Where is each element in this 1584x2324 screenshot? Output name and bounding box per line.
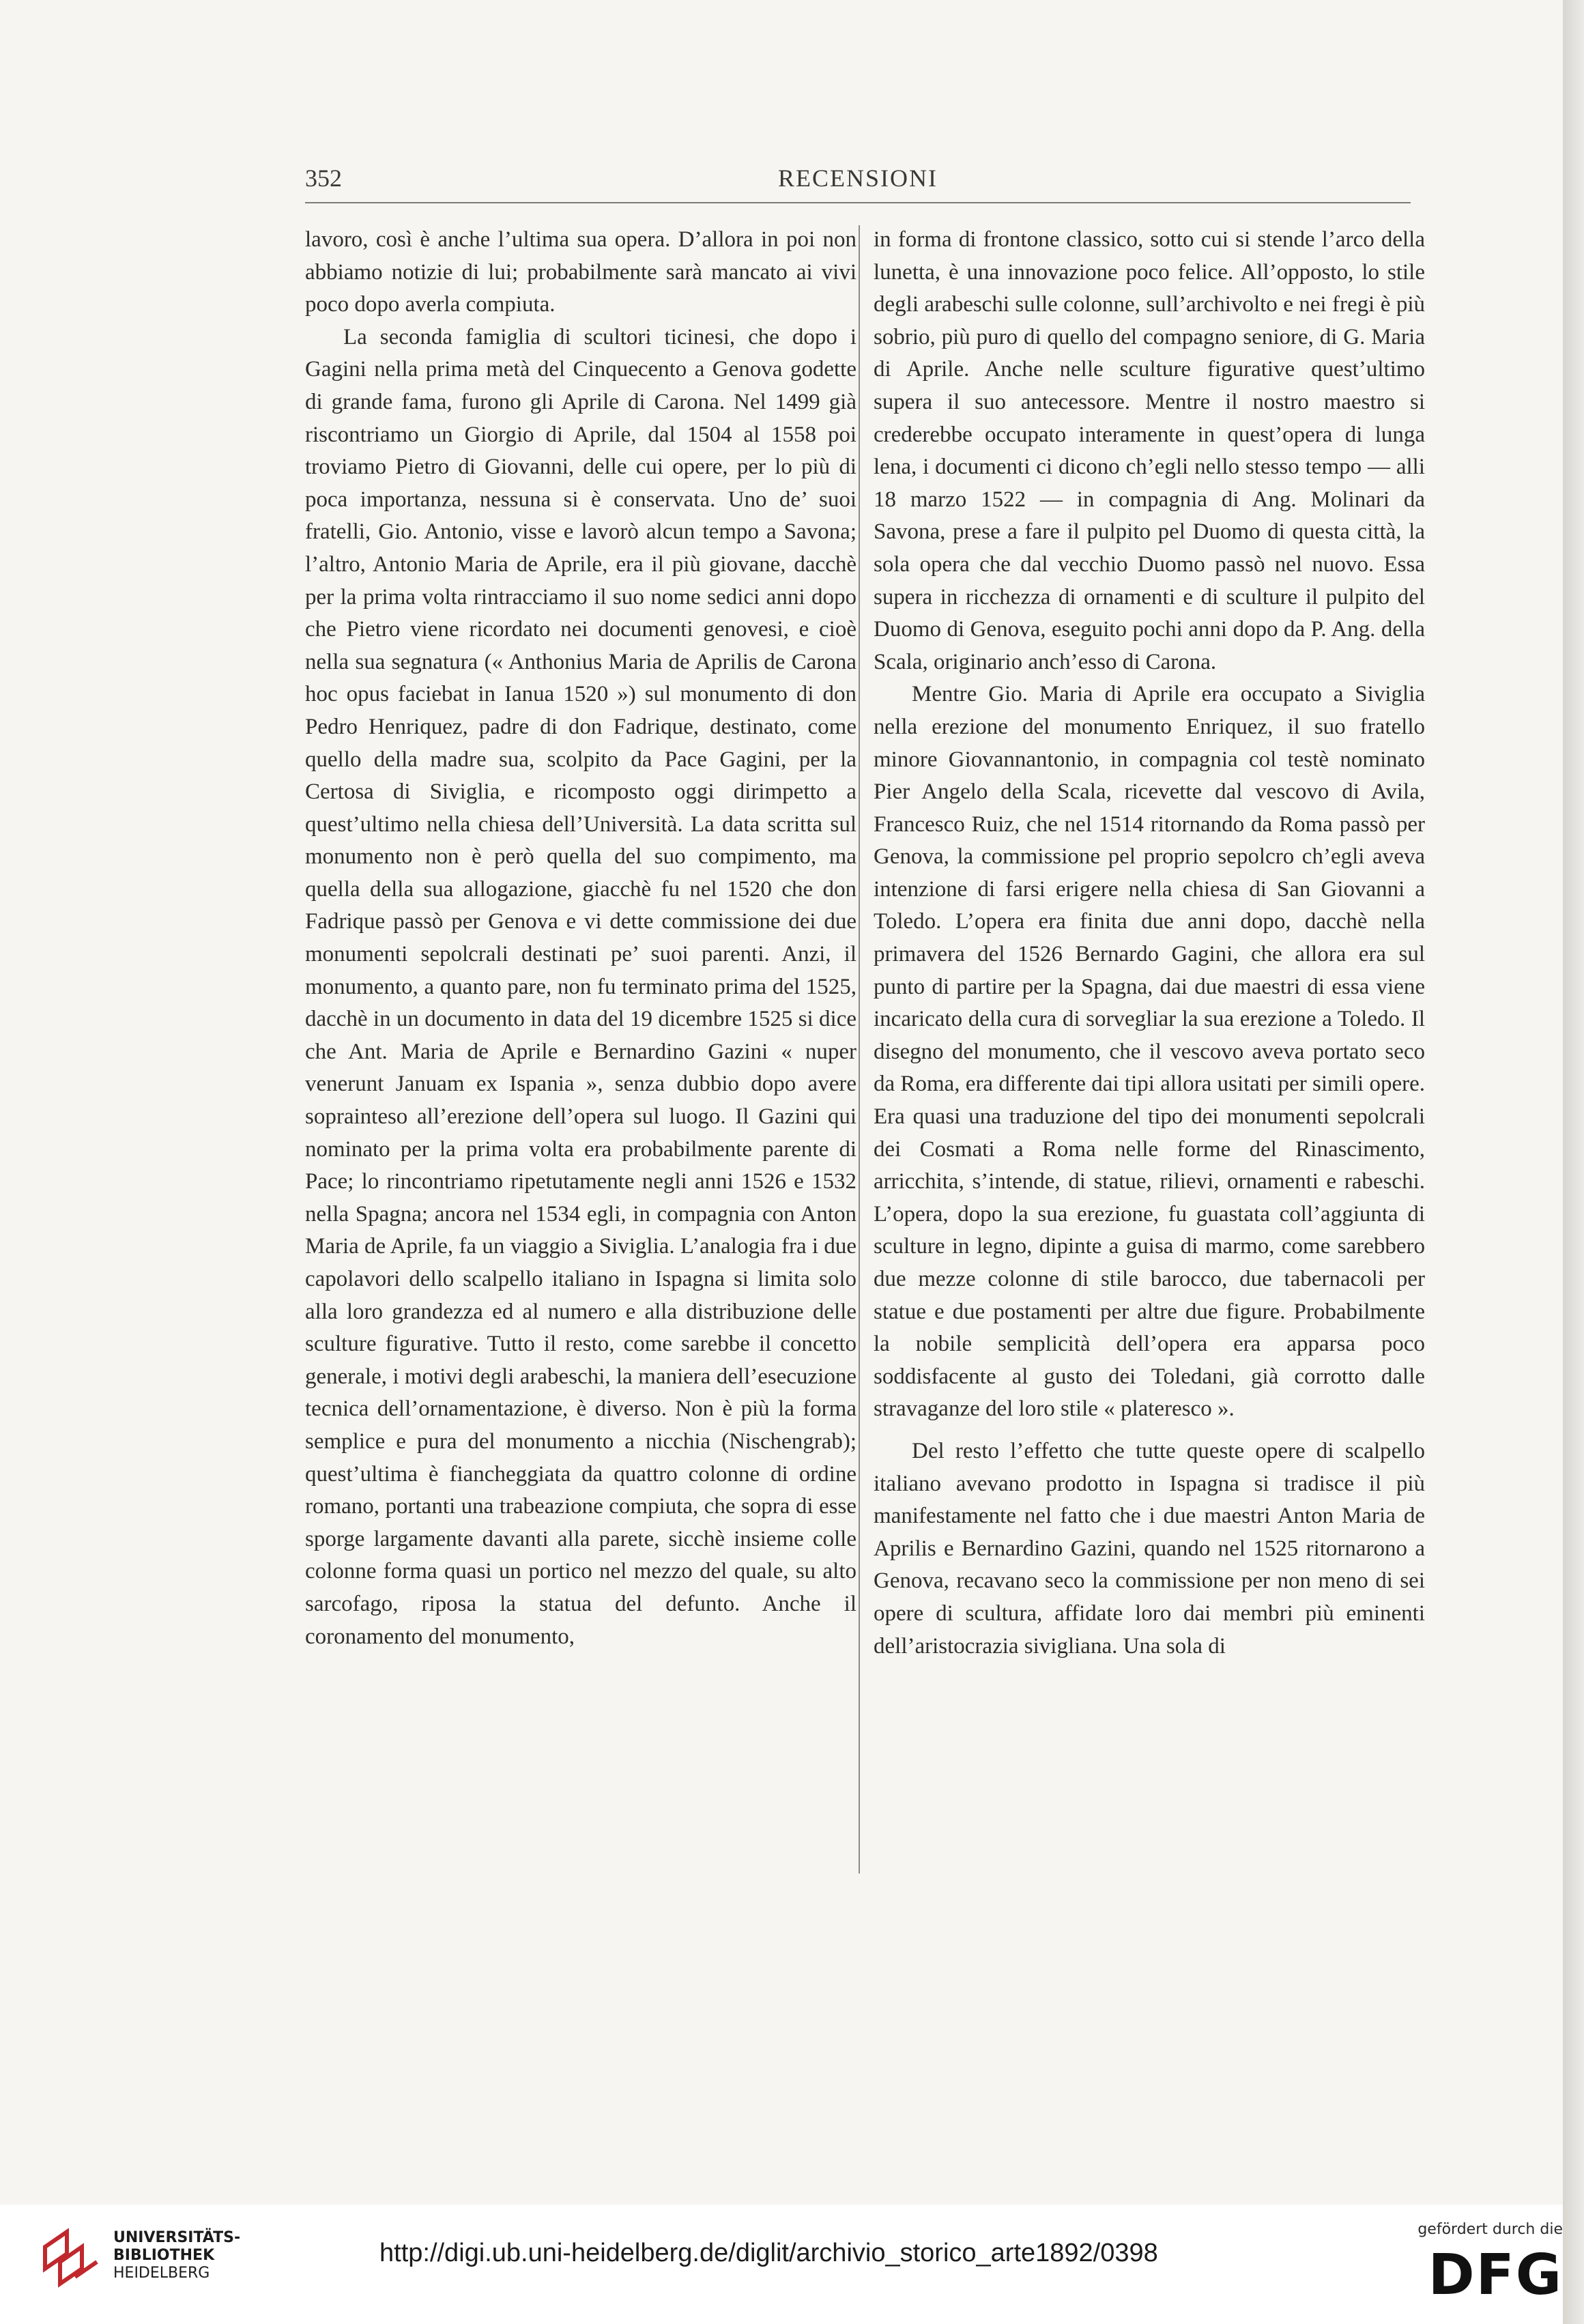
column-divider — [859, 225, 860, 1874]
page-number: 352 — [305, 164, 342, 192]
library-name-line: BIBLIOTHEK — [113, 2247, 215, 2264]
left-column — [305, 224, 856, 1653]
library-name-line: UNIVERSITÄTS- — [113, 2229, 241, 2246]
right-column — [874, 224, 1425, 1663]
paragraph: Mentre Gio. Maria di Aprile era occupato a Siviglia nella erezione del monumento Enriquez, il suo fratello minore Giovannantonio, in compagnia col testè nominato Pier Angelo della Scala, ricevette dal vescovo di Avila, Francesco Ruiz, che nel 1514 ritornando da Roma passò per Genova, la commissione pel proprio sepolcro ch’egli aveva intenzione di farsi erigere nella chiesa di San Giovanni a Toledo. L’opera era finita due anni dopo, dacchè nella primavera del 1526 Bernardo Gagini, che allora era sul punto di partire per la Spagna, dai due maestri di essa viene incaricato della cura di sorvegliar la sua erezione a Toledo. Il disegno del monumento, che il vescovo aveva portato seco da Roma, era differente dai tipi allora usitati per simili opere. Era quasi una traduzione del tipo dei monumenti sepolcrali dei Cosmati a Roma nelle forme del Rinascimento, arricchita, s’intende, di statue, rilievi, ornamenti e rabeschi. L’opera, dopo la sua erezione, fu guastata coll’aggiunta di sculture in legno, dipinte a guisa di marmo, come sarebbero due mezze colonne di stile barocco, due tabernacoli per statue e due postamenti per altre due figure. Probabilmente la nobile semplicità dell’opera era apparsa poco soddisfacente al gusto dei Toledani, già corrotto dalle stravaganze del loro stile « plateresco ». — [874, 682, 1425, 1422]
funding-note: gefördert durch die — [1417, 2221, 1563, 2238]
library-logo-icon — [40, 2226, 101, 2295]
section-title: RECENSIONI — [778, 164, 938, 192]
source-url-link[interactable]: http://digi.ub.uni-heidelberg.de/diglit/archivio_storico_arte1892/0398 — [379, 2239, 1158, 2267]
library-name-line: HEIDELBERG — [113, 2265, 210, 2282]
running-head — [305, 164, 1411, 205]
dfg-logo: DFG — [1428, 2243, 1563, 2308]
paragraph: in forma di frontone classico, sotto cui si stende l’arco della lunetta, è una innovazione poco felice. All’opposto, lo stile degli arabeschi sulle colonne, sull’archivolto e nei fregi è più sobrio, più puro di quello del compagno seniore, di G. Maria di Aprile. Anche nelle sculture figurative quest’ultimo supera il suo antecessore. Mentre il nostro maestro si crederebbe occupato interamente in quest’opera di lunga lena, i documenti ci dicono ch’egli nello stesso tempo — alli 18 marzo 1522 — in compagnia di Ang. Molinari da Savona, prese a fare il pulpito pel Duomo di questa città, la sola opera che dal vecchio Duomo passò nel nuovo. Essa supera in ricchezza di ornamenti e di sculture il pulpito del Duomo di Genova, eseguito pochi anni dopo da P. Ang. della Scala, originario anch’esso di Carona. — [874, 227, 1425, 674]
header-rule — [305, 202, 1411, 203]
page-edge — [1563, 0, 1584, 2324]
paragraph: La seconda famiglia di scultori ticinesi, che dopo i Gagini nella prima metà del Cinquecento a Genova godette di grande fama, furono gli Aprile di Carona. Nel 1499 già riscontriamo un Giorgio di Aprile, dal 1504 al 1558 poi troviamo Pietro di Giovanni, delle cui opere, per lo più di poca importanza, nessuna si è conservata. Uno de’ suoi fratelli, Gio. Antonio, visse e lavorò alcun tempo a Savona; l’altro, Antonio Maria de Aprile, era il più giovane, dacchè per la prima volta rintracciamo il suo nome sedici anni dopo che Pietro viene ricordato nei documenti genovesi, e cioè nella sua segnatura (« Anthonius Maria de Aprilis de Carona hoc opus faciebat in Ianua 1520 ») sul monumento di don Pedro Henriquez, padre di don Fadrique, destinato, come quello della madre sua, scolpito da Pace Gagini, per la Certosa di Siviglia, e ricomposto oggi dirimpetto a quest’ultimo nella chiesa dell’Università. La data scritta sul monumento non è però quella del suo compimento, ma quella della sua allogazione, giacchè fu nel 1520 che don Fadrique passò per Genova e vi dette commissione dei due monumenti sepolcrali destinati pe’ suoi parenti. Anzi, il monumento, a quanto pare, non fu terminato prima del 1525, dacchè in un documento in data del 19 dicembre 1525 si dice che Ant. Maria de Aprile e Bernardino Gazini « nuper venerunt Januam ex Ispania », senza dubbio dopo avere soprainteso all’erezione dell’opera sul luogo. Il Gazini qui nominato per la prima volta era probabilmente parente di Pace; lo rincontriamo ripetutamente negli anni 1526 e 1532 nella Spagna; ancora nel 1534 egli, in compagnia con Anton Maria de Aprile, fa un viaggio a Siviglia. L’analogia fra i due capolavori dello scalpello italiano in Ispagna si limita solo alla loro grandezza ed al numero e alla distribuzione delle sculture figurative. Tutto il resto, come sarebbe il concetto generale, i motivi degli arabeschi, la maniera dell’esecuzione tecnica dell’ornamentazione, è diverso. Non è più la forma semplice e pura del monumento a nicchia (Nischengrab); quest’ultima è fiancheggiata da quattro colonne di ordine romano, portanti una trabeazione compiuta, che sopra di esse sporge largamente davanti alla parete, sicchè insieme colle colonne forma quasi un portico nel mezzo del quale, su alto sarcofago, riposa la statua del defunto. Anche il coronamento del monumento, — [305, 324, 856, 1649]
library-name — [113, 2229, 240, 2282]
paragraph: Del resto l’effetto che tutte queste opere di scalpello italiano avevano prodotto in Ispagna si tradisce il più manifestamente nel fatto che i due maestri Anton Maria de Aprilis e Bernardino Gazini, quando nel 1525 ritornarono a Genova, recavano seco la commissione per non meno di sei opere di scultura, affidate loro dai membri più eminenti dell’aristocrazia sivigliana. Una sola di — [874, 1438, 1425, 1659]
paragraph: lavoro, così è anche l’ultima sua opera. D’allora in poi non abbiamo notizie di lui; probabilmente sarà mancato ai vivi poco dopo averla compiuta. — [305, 227, 856, 317]
